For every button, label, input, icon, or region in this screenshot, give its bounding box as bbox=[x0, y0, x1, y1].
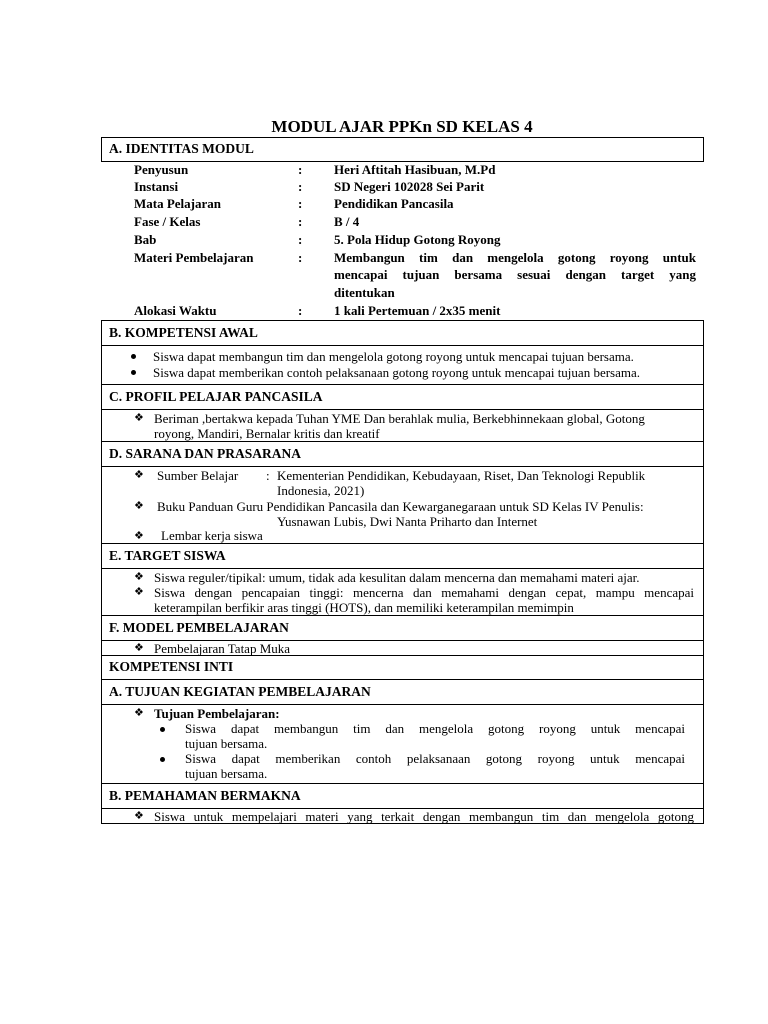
document-title: MODUL AJAR PPKn SD KELAS 4 bbox=[271, 117, 533, 136]
diamond-bullet-icon: ❖ bbox=[134, 500, 144, 512]
kompetensi-awal-header: B. KOMPETENSI AWAL bbox=[109, 325, 258, 340]
identitas-colon: : bbox=[298, 214, 303, 229]
profil-line: Beriman ,bertakwa kepada Tuhan YME Dan berahlak mulia, Berkebhinnekaan global, Gotong bbox=[154, 411, 645, 426]
identitas-header: A. IDENTITAS MODUL bbox=[109, 141, 254, 156]
buku-panduan-line: Buku Panduan Guru Pendidikan Pancasila dan Kewarganegaraan untuk SD Kelas IV Penulis: bbox=[157, 499, 644, 514]
tujuan-body bbox=[101, 704, 704, 784]
sarana-header: D. SARANA DAN PRASARANA bbox=[109, 446, 302, 461]
diamond-bullet-icon: ❖ bbox=[134, 810, 144, 822]
identitas-label-instansi: Instansi bbox=[134, 179, 179, 194]
pemahaman-body bbox=[101, 808, 704, 824]
sumber-belajar-value: Indonesia, 2021) bbox=[277, 483, 365, 498]
target-line: keterampilan berfikir aras tinggi (HOTS), dan memiliki keterampilan memimpin bbox=[154, 600, 574, 615]
sarana-header-box bbox=[101, 441, 704, 467]
identitas-value-materi-line2: mencapai tujuan bersama sesuai dengan target yang bbox=[334, 267, 696, 282]
kompetensi-awal-item: Siswa dapat memberikan contoh pelaksanaan gotong royong untuk mencapai tujuan bersama. bbox=[153, 365, 640, 380]
profil-body bbox=[101, 409, 704, 442]
target-header: E. TARGET SISWA bbox=[109, 548, 226, 563]
diamond-bullet-icon: ❖ bbox=[134, 412, 144, 424]
sumber-belajar-value: Kementerian Pendidikan, Kebudayaan, Riset, Dan Teknologi Republik bbox=[277, 468, 646, 483]
identitas-label-bab: Bab bbox=[134, 232, 157, 247]
identitas-value-fase: B / 4 bbox=[334, 214, 360, 229]
kompetensi-awal-item: Siswa dapat membangun tim dan mengelola gotong royong untuk mencapai tujuan bersama. bbox=[153, 349, 634, 364]
identitas-value-mapel: Pendidikan Pancasila bbox=[334, 196, 454, 211]
kompetensi-awal-body bbox=[101, 345, 704, 385]
model-header-box bbox=[101, 615, 704, 641]
tujuan-subheading: Tujuan Pembelajaran: bbox=[154, 706, 280, 721]
model-item: Pembelajaran Tatap Muka bbox=[154, 641, 291, 656]
diamond-bullet-icon: ❖ bbox=[134, 469, 144, 481]
identitas-value-instansi: SD Negeri 102028 Sei Parit bbox=[334, 179, 485, 194]
pemahaman-header-box bbox=[101, 783, 704, 809]
bullet-icon bbox=[131, 370, 136, 375]
diamond-bullet-icon: ❖ bbox=[134, 642, 144, 654]
bullet-icon bbox=[131, 354, 136, 359]
sumber-belajar-colon: : bbox=[266, 468, 270, 483]
diamond-bullet-icon: ❖ bbox=[134, 707, 144, 719]
identitas-label-alokasi: Alokasi Waktu bbox=[134, 303, 217, 318]
kompetensi-awal-header-box bbox=[101, 320, 704, 346]
tujuan-header-box bbox=[101, 679, 704, 705]
identitas-header-box bbox=[101, 137, 704, 162]
identitas-value-alokasi: 1 kali Pertemuan / 2x35 menit bbox=[334, 303, 501, 318]
target-body bbox=[101, 568, 704, 616]
diamond-bullet-icon: ❖ bbox=[134, 530, 144, 542]
tujuan-item-line: Siswa dapat memberikan contoh pelaksanaan gotong royong untuk mencapai bbox=[185, 751, 685, 766]
pemahaman-line: Siswa untuk mempelajari materi yang terkait dengan membangun tim dan mengelola gotong bbox=[154, 809, 694, 824]
target-line: Siswa dengan pencapaian tinggi: mencerna dan memahami dengan cepat, mampu mencapai bbox=[154, 585, 694, 600]
identitas-label-materi: Materi Pembelajaran bbox=[134, 250, 254, 265]
diamond-bullet-icon: ❖ bbox=[134, 571, 144, 583]
identitas-colon: : bbox=[298, 303, 303, 318]
lembar-kerja: Lembar kerja siswa bbox=[161, 528, 263, 543]
buku-panduan-line: Yusnawan Lubis, Dwi Nanta Priharto dan Internet bbox=[277, 514, 538, 529]
diamond-bullet-icon: ❖ bbox=[134, 586, 144, 598]
identitas-colon: : bbox=[298, 162, 303, 177]
model-body bbox=[101, 640, 704, 656]
tujuan-item-line: Siswa dapat membangun tim dan mengelola gotong royong untuk mencapai bbox=[185, 721, 685, 736]
identitas-value-penyusun: Heri Aftitah Hasibuan, M.Pd bbox=[334, 162, 496, 177]
identitas-colon: : bbox=[298, 179, 303, 194]
identitas-value-bab: 5. Pola Hidup Gotong Royong bbox=[334, 232, 501, 247]
identitas-colon: : bbox=[298, 196, 303, 211]
sumber-belajar-label: Sumber Belajar bbox=[157, 468, 239, 483]
identitas-value-materi-line3: ditentukan bbox=[334, 285, 395, 300]
tujuan-item-line: tujuan bersama. bbox=[185, 766, 268, 781]
pemahaman-header: B. PEMAHAMAN BERMAKNA bbox=[109, 788, 301, 803]
kompetensi-inti-header: KOMPETENSI INTI bbox=[109, 659, 234, 674]
identitas-value-materi-line1: Membangun tim dan mengelola gotong royong untuk bbox=[334, 250, 696, 265]
tujuan-item-line: tujuan bersama. bbox=[185, 736, 268, 751]
identitas-colon: : bbox=[298, 232, 303, 247]
profil-header-box bbox=[101, 384, 704, 410]
identitas-label-fase: Fase / Kelas bbox=[134, 214, 201, 229]
sarana-body bbox=[101, 466, 704, 544]
tujuan-header: A. TUJUAN KEGIATAN PEMBELAJARAN bbox=[109, 684, 371, 699]
target-header-box bbox=[101, 543, 704, 569]
profil-header: C. PROFIL PELAJAR PANCASILA bbox=[109, 389, 323, 404]
bullet-icon bbox=[160, 727, 165, 732]
model-header: F. MODEL PEMBELAJARAN bbox=[109, 620, 289, 635]
identitas-label-penyusun: Penyusun bbox=[134, 162, 189, 177]
identitas-colon: : bbox=[298, 250, 303, 265]
kompetensi-inti-box bbox=[101, 655, 704, 680]
bullet-icon bbox=[160, 757, 165, 762]
identitas-label-mapel: Mata Pelajaran bbox=[134, 196, 222, 211]
target-line: Siswa reguler/tipikal: umum, tidak ada kesulitan dalam mencerna dan memahami materi ajar. bbox=[154, 570, 640, 585]
profil-line: royong, Mandiri, Bernalar kritis dan kreatif bbox=[154, 426, 380, 441]
